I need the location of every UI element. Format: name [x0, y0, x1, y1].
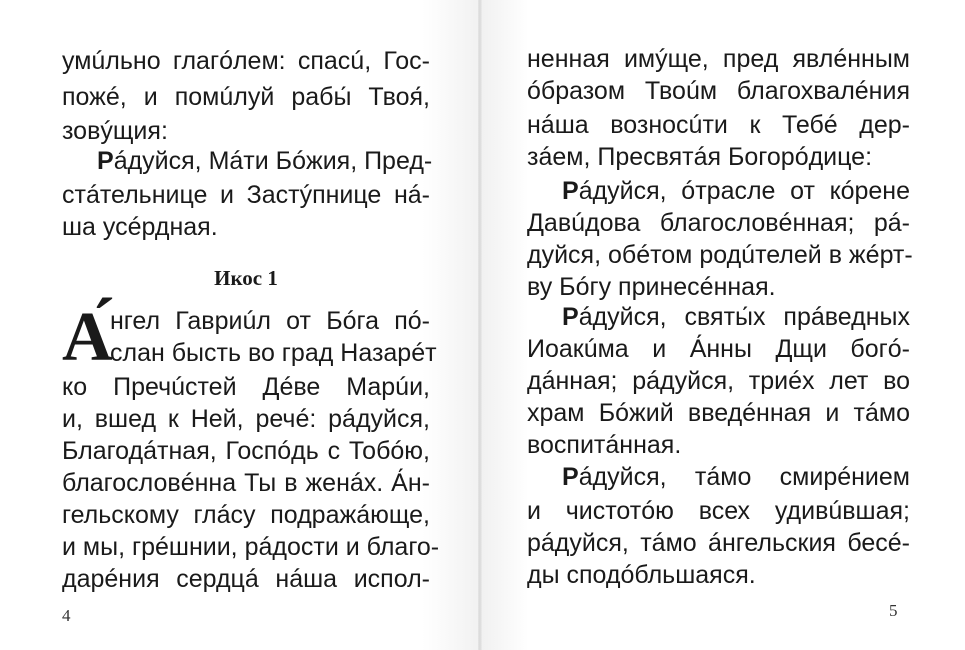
text-line: нáша возносúти к Тебé дер- [527, 111, 910, 139]
drop-cap: А́ [62, 299, 113, 376]
text-line: Давúдова благословéнная; рá- [527, 209, 910, 237]
book-gutter [478, 0, 482, 650]
text-line: ву Бóгу принесéнная. [527, 273, 776, 301]
text-line: умúльно глагóлем: спасú, Гос- [62, 47, 430, 75]
section-heading: Икос 1 [214, 266, 278, 290]
text-line: стáтельнице и Застýпнице нá- [62, 181, 430, 209]
text-line: воспитáнная. [527, 431, 682, 459]
text-line: дáнная; рáдуйся, триéх лет во [527, 367, 910, 395]
text-line: дуйся, обéтом родúтелей в жéрт- [527, 241, 913, 269]
text-line: гельскому глáсу подражáюще, [62, 501, 430, 529]
initial-letter: Р [562, 463, 579, 491]
initial-letter: Р [97, 147, 114, 175]
text-line: и мы, грéшнии, рáдости и благо- [62, 533, 440, 561]
text-line: ша усéрдная. [62, 213, 218, 241]
text-line: слан бысть во град Назарéт [110, 339, 437, 367]
text-line: зáем, Пресвятáя Богорóдице: [527, 143, 873, 171]
text-line: ды сподóбльшаяся. [527, 561, 756, 589]
initial-letter: Р [562, 303, 579, 331]
page-number: 5 [889, 601, 898, 620]
text-line: благословéнна Ты в женáх. А́н- [62, 469, 430, 497]
text-line: нгел Гавриúл от Бóга пó- [110, 307, 430, 335]
text-line: ненная имýще, пред явлéнным [527, 45, 910, 73]
text-line: и чистотóю всех удивúвшая; [527, 497, 910, 525]
text-line: Рáдуйся, тáмо смирéнием [562, 463, 910, 491]
page-number: 4 [62, 606, 71, 625]
text-line: ко Пречúстей Дéве Марúи, [62, 373, 430, 401]
text-line: храм Бóжий введéнная и тáмо [527, 399, 910, 427]
right-page [480, 0, 965, 650]
text-line: Благодáтная, Госпóдь с Тобóю, [62, 437, 430, 465]
text-line: óбразом Твоúм благохвалéния [527, 77, 910, 105]
text-line: рáдуйся, тáмо áнгельския бесé- [527, 529, 910, 557]
text-line: дарéния сердцá нáша испол- [62, 565, 430, 593]
left-page [0, 0, 480, 650]
text-line: и, вшед к Ней, речé: рáдуйся, [62, 405, 430, 433]
text-line: пожé, и помúлуй рабы́ Твоя́, [62, 83, 430, 111]
text-line: Рáдуйся, святы́х прáведных [562, 303, 910, 331]
text-line: Рáдуйся, óтрасле от кóрене [562, 177, 910, 205]
text-line: зовýщия: [62, 117, 168, 145]
text-line: Иоакúма и А́нны Дщи богó- [527, 335, 910, 363]
initial-letter: Р [562, 177, 579, 205]
text-line: Рáдуйся, Мáти Бóжия, Пред- [97, 147, 433, 175]
